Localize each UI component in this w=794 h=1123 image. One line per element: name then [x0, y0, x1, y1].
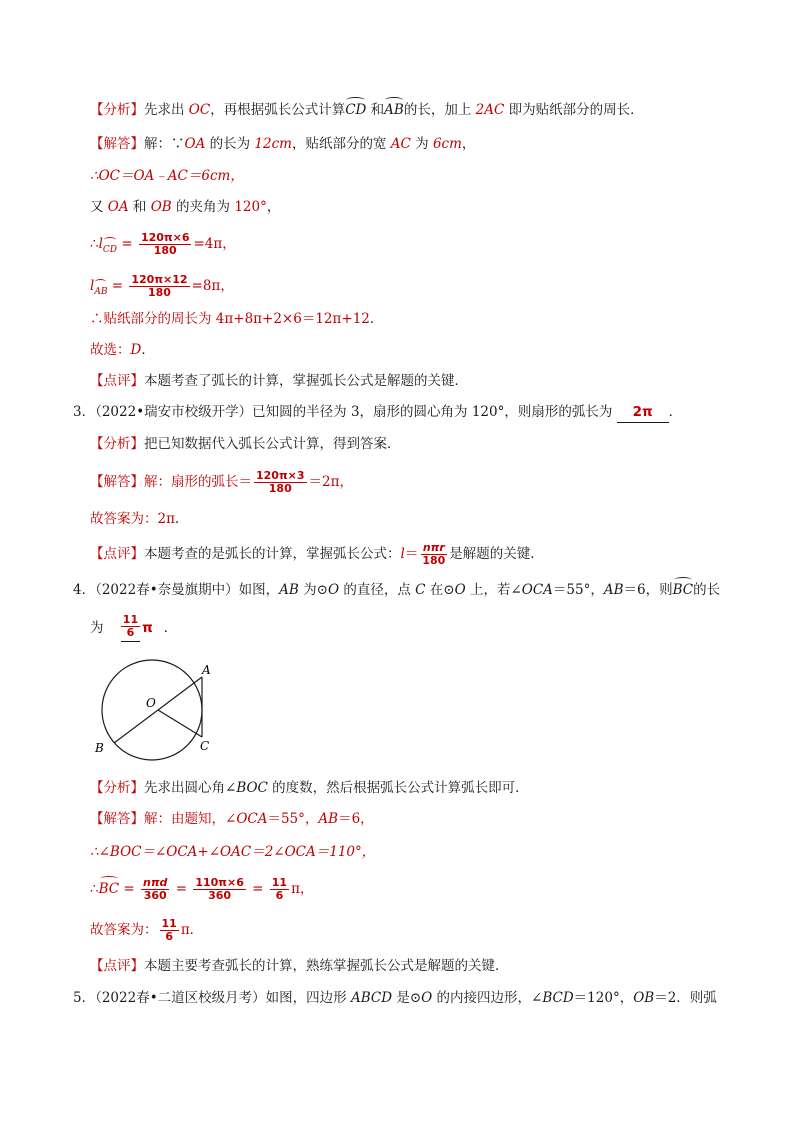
circle-o: [102, 660, 202, 760]
q4-final: 故答案为： $\frac{11}{6}$ π．: [90, 917, 204, 943]
analysis-tag: 【分析】: [90, 102, 144, 118]
circle-figure: [90, 657, 220, 762]
question-5: 5．（2022春•二道区校级月考）如图，四边形 ABCD 是⊙O 的内接四边形，∠BCD＝120°，OB＝2．则弧: [73, 990, 717, 1006]
q3-comment: 【点评】本题考查的是弧长的计算，掌握弧长公式：l＝ $\frac{\text{nπr}}{180}$ 是解题的关键．: [90, 541, 544, 567]
p1-comment: 【点评】本题考查了弧长的计算，掌握弧长公式是解题的关键．: [90, 373, 468, 389]
p1-solution-line: 【解答】解：∵OA 的长为 12cm，贴纸部分的宽 AC 为 6cm，: [90, 136, 476, 152]
label-c: C: [200, 739, 210, 753]
q4-step-arc: ∴BC = $\frac{\text{nπd}}{360}$ = $\frac{110\pi\times 6}{360}$ = $\frac{11}{6}$ π，: [90, 876, 314, 902]
label-b: B: [95, 741, 104, 755]
p1-analysis-line: 【分析】先求出 OC，再根据弧长公式计算CD 和AB的长，加上 2AC 即为贴纸部分的周长．: [90, 102, 644, 118]
p1-step-angle: 又 OA 和 OB 的夹角为 120°，: [90, 199, 281, 215]
q4-solution: 【解答】解：由题知，∠OCA＝55°，AB＝6，: [90, 811, 374, 827]
label-a: A: [202, 663, 211, 677]
p1-step-perimeter: ∴贴纸部分的周长为 4π+8π+2×6＝12π+12．: [90, 311, 384, 327]
q4-answer-line: 为 $\frac{11}{6}$ π ．: [90, 614, 177, 642]
q3-solution: 【解答】解：扇形的弧长＝ $\frac{120\pi\times 3}{180}$ ＝2π，: [90, 469, 354, 495]
comment-tag: 【点评】: [90, 373, 144, 389]
radius-oc: [158, 710, 202, 737]
q4-analysis: 【分析】先求出圆心角∠BOC 的度数，然后根据弧长公式计算弧长即可．: [90, 780, 529, 796]
q3-final: 故答案为：2π．: [90, 511, 189, 527]
q4-step-angle: ∴∠BOC＝∠OCA+∠OAC＝2∠OCA＝110°，: [90, 844, 376, 860]
answer-blank: $\frac{11}{6}$ π: [108, 614, 164, 642]
p1-step-lcd: $\therefore l_{CD}$ = $\frac{120\pi\times 6}{180}$ =4π，: [90, 232, 236, 260]
answer-blank: 2π: [617, 402, 669, 423]
question-3: 3．（2022•瑞安市校级开学）已知圆的半径为 3，扇形的圆心角为 120°，则扇形的弧长为 2π ．: [73, 402, 682, 423]
question-4: 4．（2022春•奈曼旗期中）如图，AB 为⊙O 的直径，点 C 在⊙O 上，若∠OCA＝55°，AB＝6，则BC的长: [73, 582, 721, 598]
q4-comment: 【点评】本题主要考查弧长的计算，熟练掌握弧长公式是解题的关键．: [90, 958, 509, 974]
p1-choice: 故选：D．: [90, 342, 155, 358]
label-o: O: [146, 696, 156, 710]
p1-step-oc: ∴OC＝OA﹣AC＝6cm，: [90, 168, 244, 184]
arc-ab: AB: [384, 102, 404, 118]
p1-step-lab: $l_{AB}$ = $\frac{120\pi\times 12}{180}$ =8π，: [90, 274, 234, 302]
solution-tag: 【解答】: [90, 136, 144, 152]
q3-analysis: 【分析】把已知数据代入弧长公式计算，得到答案．: [90, 436, 401, 452]
arc-cd: CD: [345, 102, 367, 118]
